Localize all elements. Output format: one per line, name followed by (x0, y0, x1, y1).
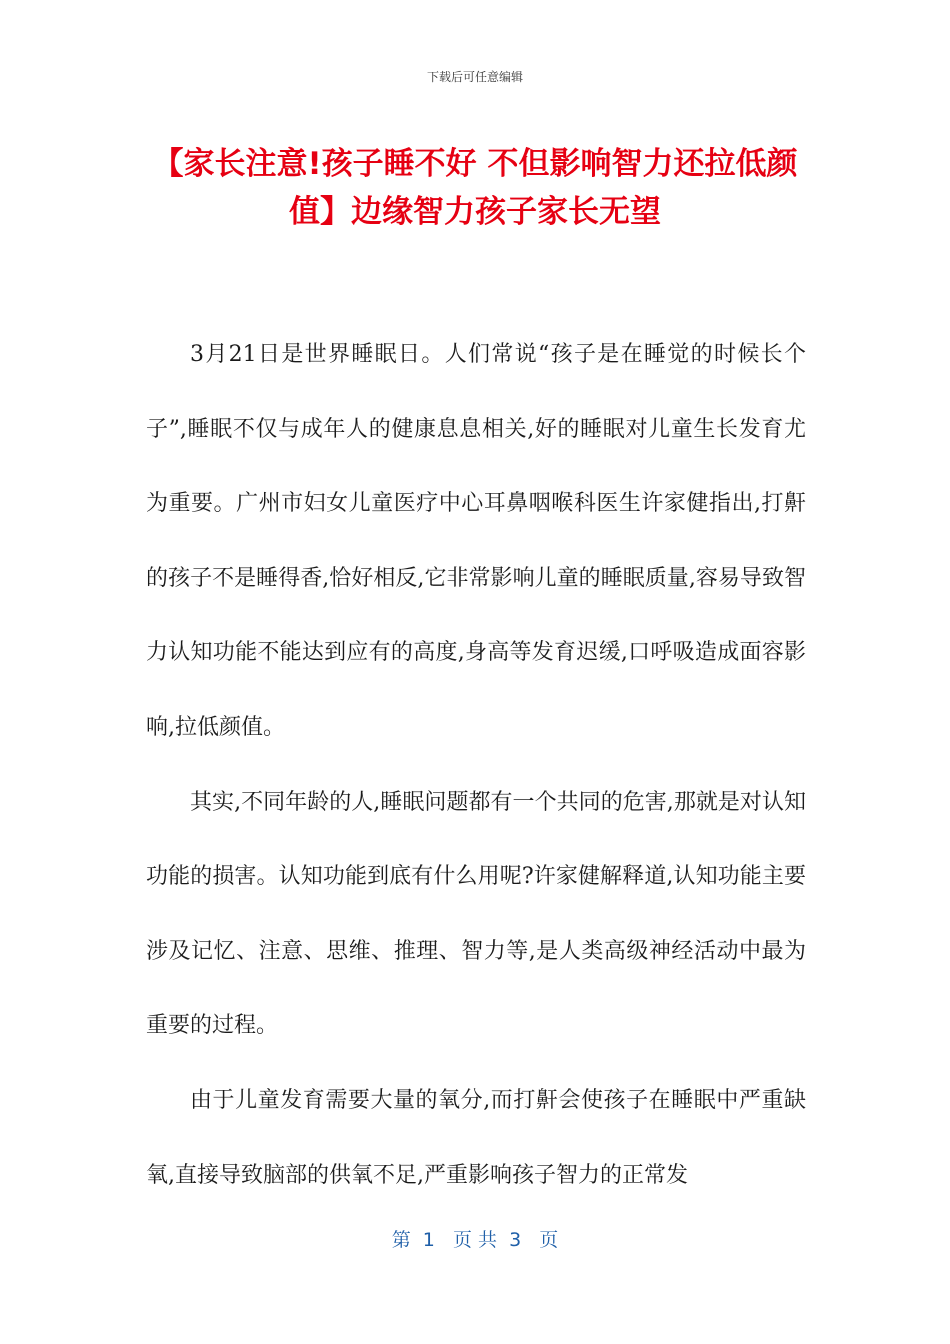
page-number-footer: 第 1 页 共 3 页 (391, 1229, 559, 1251)
header-note: 下载后可任意编辑 (426, 70, 523, 84)
paragraph-3: 由于儿童发育需要大量的氧分,而打鼾会使孩子在睡眠中严重缺氧,直接导致脑部的供氧不足,严重影响孩子智力的正常发 (146, 1087, 806, 1188)
paragraph-2: 其实,不同年龄的人,睡眠问题都有一个共同的危害,那就是对认知功能的损害。认知功能到底有什么用呢?许家健解释道,认知功能主要涉及记忆、注意、思维、推理、智力等,是人类高级神经活动中最为重要的过程。 (146, 789, 806, 1039)
document-title: 【家长注意!孩子睡不好 不但影响智力还拉低颜值】边缘智力孩子家长无望 (152, 146, 798, 230)
paragraph-1: 3月21日是世界睡眠日。人们常说“孩子是在睡觉的时候长个子”,睡眠不仅与成年人的健康息息相关,好的睡眠对儿童生长发育尤为重要。广州市妇女儿童医疗中心耳鼻咽喉科医生许家健指出,打鼾的孩子不是睡得香,恰好相反,它非常影响儿童的睡眠质量,容易导致智力认知功能不能达到应有的高度,身高等发育迟缓,口呼吸造成面容影响,拉低颜值。 (146, 342, 806, 740)
document-body (146, 318, 806, 1213)
